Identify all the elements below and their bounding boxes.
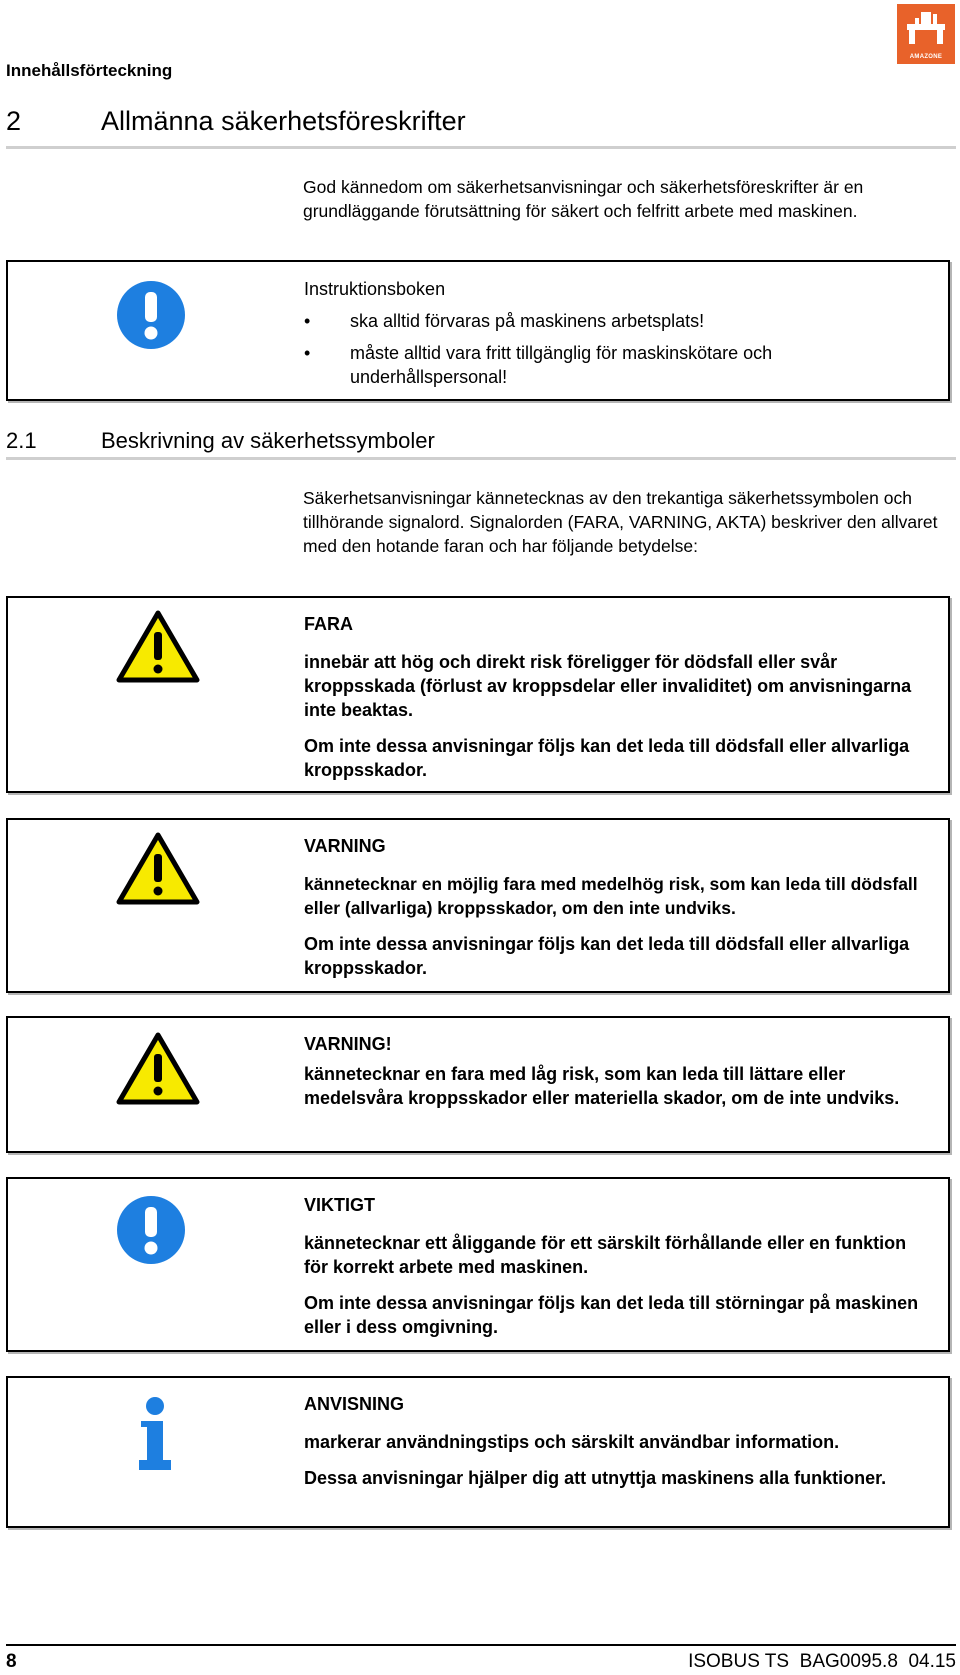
signal-word: ANVISNING	[304, 1394, 405, 1414]
signal-word: VARNING!	[304, 1034, 392, 1054]
footer-rule	[6, 1644, 956, 1646]
signal-text: Om inte dessa anvisningar följs kan det leda till dödsfall eller allvarliga kroppsskador.	[304, 934, 910, 978]
signal-text: Dessa anvisningar hjälper dig att utnyttja maskinens alla funktioner.	[304, 1468, 887, 1488]
section-label: Innehållsförteckning	[6, 61, 173, 80]
instructions-item: • ska alltid förvaras på maskinens arbetsplats!	[304, 309, 948, 333]
chapter-intro: God kännedom om säkerhetsanvisningar och säkerhetsföreskrifter är en grundläggande förutsättning för säkert och felfritt arbete med maskinen.	[303, 177, 864, 221]
chapter-rule	[6, 146, 956, 149]
instructions-heading: Instruktionsboken	[304, 279, 446, 299]
signal-box-anvisning	[6, 1376, 950, 1528]
section-number: 2.1	[6, 428, 37, 453]
page-number: 8	[6, 1651, 17, 1672]
tractor-logo-icon	[897, 4, 955, 54]
signal-text: innebär att hög och direkt risk föreligger för dödsfall eller svår kroppsskada (förlust av kroppsdelar eller invaliditet) om anvisningarna inte beaktas.	[304, 652, 912, 720]
info-icon	[135, 1396, 171, 1479]
logo-text: AMAZONE	[909, 54, 943, 60]
instructions-box	[6, 260, 950, 401]
signal-box-fara	[6, 596, 950, 793]
section-heading	[0, 428, 960, 456]
warning-triangle-icon	[116, 1032, 200, 1111]
signal-word: VIKTIGT	[304, 1195, 375, 1215]
exclamation-circle-icon	[116, 1195, 186, 1270]
signal-text: Om inte dessa anvisningar följs kan det leda till dödsfall eller allvarliga kroppsskador.	[304, 736, 910, 780]
exclamation-circle-icon	[116, 280, 186, 355]
signal-box-varning-low	[6, 1016, 950, 1153]
chapter-title: Allmänna säkerhetsföreskrifter	[101, 106, 466, 136]
instructions-item: • måste alltid vara fritt tillgänglig för maskinskötare och underhållspersonal!	[304, 341, 870, 389]
signal-text: kännetecknar ett åliggande för ett särskilt förhållande eller en funktion för korrekt arbete med maskinen.	[304, 1233, 907, 1277]
chapter-heading	[0, 106, 960, 140]
signal-box-viktigt	[6, 1177, 950, 1352]
section-rule	[6, 457, 956, 460]
signal-word: FARA	[304, 614, 353, 634]
brand-logo	[897, 4, 955, 64]
chapter-number: 2	[6, 106, 22, 136]
section-title: Beskrivning av säkerhetssymboler	[101, 428, 435, 453]
warning-triangle-icon	[116, 832, 200, 911]
warning-triangle-icon	[116, 610, 200, 689]
signal-box-varning	[6, 818, 950, 993]
signal-text: kännetecknar en fara med låg risk, som kan leda till lättare eller medelsvåra kroppsskador eller materiella skador, om de inte undviks.	[304, 1064, 900, 1108]
signal-word: VARNING	[304, 836, 386, 856]
signal-text: markerar användningstips och särskilt användbar information.	[304, 1432, 840, 1452]
document-reference: ISOBUS TS BAG0095.8 04.15	[688, 1651, 956, 1672]
signal-text: kännetecknar en möjlig fara med medelhög risk, som kan leda till dödsfall eller (allvarliga) kroppsskador, om den inte undviks.	[304, 874, 918, 918]
signal-text: Om inte dessa anvisningar följs kan det leda till störningar på maskinen eller i dess omgivning.	[304, 1293, 919, 1337]
section-intro: Säkerhetsanvisningar kännetecknas av den trekantiga säkerhetssymbolen och tillhörande signalord. Signalorden (FARA, VARNING, AKTA) beskriver den allvaret med den hotande faran och har följande betydelse:	[303, 488, 938, 556]
